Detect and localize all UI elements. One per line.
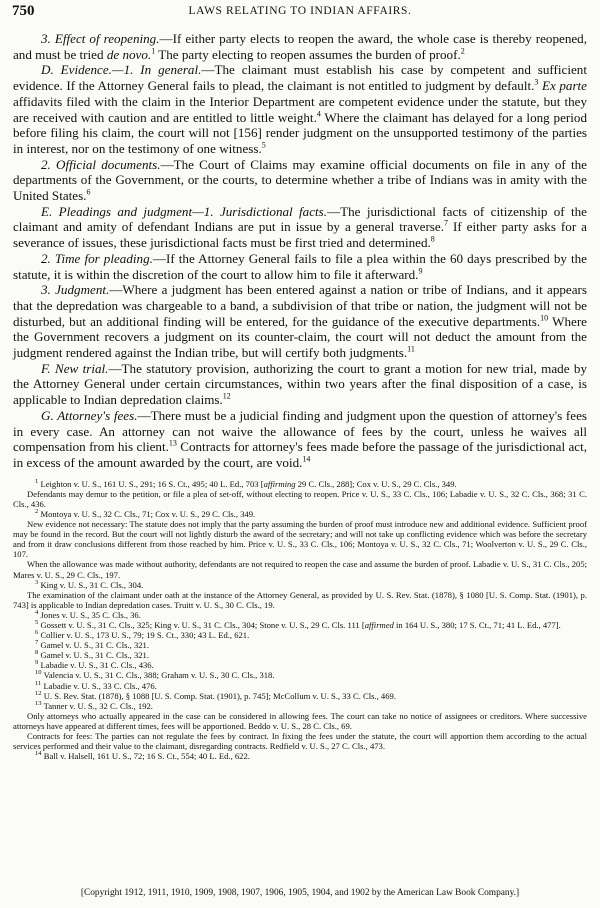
paragraph-judgment: 3. Judgment.—Where a judgment has been entered against a nation or tribe of Indians, and it appears that the depredation was chargeable to a band, a subdivision of that tribe or nation, the judgment will not be disturbed, but an additional finding will be entered, for the guidance of the executive departments.$^{10}$ Where the Government recovers a judgment on its counter-claim, the court will not deduct the amount from the judgment rendered against the Indian tribe, but will certify both judgments.$^{11}$ <box>13 282 587 361</box>
footnote: $^2$ Montoya v. U. S., 32 C. Cls., 71; Cox v. U. S., 29 C. Cls., 349. <box>35 508 256 519</box>
footnotes <box>13 479 587 762</box>
paragraph-new-trial: F. New trial.—The statutory provision, authorizing the court to grant a motion for new trial, made by the Attorney General under certain circumstances, within two years after the final disposition of a case, is applicable to Indian depredation claims.$^{12}$ <box>13 360 587 408</box>
paragraph-effect-of-reopening: 3. Effect of reopening.—If either party elects to reopen the award, the whole case is thereby reopened, and must be tried de novo.$^1$ The party electing to reopen assumes the burden of proof.$^2$ <box>13 31 587 62</box>
paragraph-official-documents: 2. Official documents.—The Court of Claims may examine official documents on file in any of the departments of the Government, or the courts, to determine whether a tribe of Indians was in amity with the United States.$^6$ <box>13 156 587 204</box>
paragraph-pleadings-and-judgment: E. Pleadings and judgment—1. Jurisdictional facts.—The jurisdictional facts of citizenship of the claimant and amity of defendant Indians are put in issue by a general traverse.$^7$ If either party asks for a severance of issues, these jurisdictional facts must be first tried and determined.$^8$ <box>13 203 587 251</box>
footnote-ref: 6 <box>86 187 91 197</box>
footnote: $^5$ Gossett v. U. S., 31 C. Cls., 325; King v. U. S., 31 C. Cls., 304; Stone v. U. S., 29 C. Cls. 111 [affirmed in 164 U. S., 380; 17 S. Ct., 71; 41 L. Ed., 477]. <box>35 619 561 630</box>
running-title: LAWS RELATING TO INDIAN AFFAIRS. <box>188 5 412 17</box>
footnote-ref: 10 <box>540 313 549 323</box>
footnote-note: Only attorneys who actually appeared in the case can be considered in allowing fees. The court can take no notice of assignees or creditors. Where successive attorneys have appeared at different times, fees will be apportioned. Beddo v. U. S., 28 C. Cls., 69. <box>13 710 587 731</box>
footnote: $^{11}$ Labadie v. U. S., 33 C. Cls., 476. <box>35 679 157 691</box>
footnote: $^{13}$ Tanner v. U. S., 32 C. Cls., 192. <box>35 699 153 711</box>
page-header <box>13 3 587 21</box>
page-number: 750 <box>12 3 35 19</box>
footnote: $^9$ Labadie v. U. S., 31 C. Cls., 436. <box>35 659 154 671</box>
footnote: $^4$ Jones v. U. S., 35 C. Cls., 36. <box>35 609 141 620</box>
footnote-ref: 11 <box>407 344 415 354</box>
paragraph-attorneys-fees: G. Attorney's fees.—There must be a judicial finding and judgment upon the question of attorney's fees in every case. An attorney can not waive the allowance of fees by the court, unless he waives all compensation from his client.$^{13}$ Contracts for attorney's fees made before the passage of the jurisdictional act, in excess of the amount awarded by the court, are void.$^{14}$ <box>13 407 587 470</box>
footnote: $^{10}$ Valencia v. U. S., 31 C. Cls., 388; Graham v. U. S., 30 C. Cls., 318. <box>35 669 275 681</box>
footnote-ref: 7 <box>443 219 448 229</box>
footnote-ref: 13 <box>168 438 177 448</box>
footnote-ref: 3 <box>534 77 539 87</box>
footnote-ref: 9 <box>418 266 423 276</box>
footnote: $^6$ Collier v. U. S., 173 U. S., 79; 19 S. Ct., 330; 43 L. Ed., 621. <box>35 629 250 641</box>
footnote: $^{12}$ U. S. Rev. Stat. (1878), § 1088 [U. S. Comp. Stat. (1901), p. 745]; McCollum v. U. S., 33 C. Cls., 469. <box>35 689 396 701</box>
footnote: $^8$ Gamel v. U. S., 31 C. Cls., 321. <box>35 649 149 661</box>
footnote-ref: 1 <box>151 46 156 56</box>
footnote-ref: 14 <box>302 454 311 464</box>
copyright-notice: [Copyright 1912, 1911, 1910, 1909, 1908, 1907, 1906, 1905, 1904, and 1902 by the American Law Book Company.] <box>80 888 520 898</box>
footnote-ref: 5 <box>261 140 266 150</box>
footnote-note: New evidence not necessary: The statute does not imply that the party assuming the burden of proof must introduce new and additional evidence. Sufficient proof may be found in the record. But the court will not lightly disturb the award of the secretary; and will not take up conflicting evidence which was before the secretary and from it draw conclusions different from those reached by him. Price v. U. S., 33 C. Cls., 106; Montoya v. U. S., 32 C. Cls., 71; Woolverton v. U. S., 29 C. Cls., 107. <box>13 519 587 560</box>
footnote: $^1$ Leighton v. U. S., 161 U. S., 291; 16 S. Ct., 495; 40 L. Ed., 703 [affirming 29 C. Cls., 288]; Cox v. U. S., 29 C. Cls., 349. <box>35 477 457 489</box>
footnote: $^3$ King v. U. S., 31 C. Cls., 304. <box>35 578 144 590</box>
paragraph-time-for-pleading: 2. Time for pleading.—If the Attorney General fails to file a plea within the 60 days prescribed by the statute, it is within the discretion of the court to allow him to file it afterward.$^9$ <box>13 250 587 282</box>
footnote: $^7$ Gamel v. U. S., 31 C. Cls., 321. <box>35 639 149 651</box>
body-text <box>13 31 587 471</box>
footnote-ref: 8 <box>430 234 435 244</box>
footnote-note: When the allowance was made without authority, defendants are not required to reopen the case and assume the burden of proof. Labadie v. U. S., 31 C. Cls., 205; Mares v. U. S., 29 C. Cls., 197. <box>13 559 587 580</box>
footnote-note: The examination of the claimant under oath at the instance of the Attorney General, as provided by U. S. Rev. Stat. (1878), § 1080 [U. S. Comp. Stat. (1901), p. 743] is applicable to Indian depredation cases. Truitt v. U. S., 30 C. Cls., 19. <box>13 589 587 610</box>
footnote-note: Defendants may demur to the petition, or file a plea of set-off, without electing to reopen. Price v. U. S., 33 C. Cls., 106; Labadie v. U. S., 32 C. Cls., 368; 31 C. Cls., 436. <box>13 488 587 509</box>
footnote-ref: 2 <box>460 46 465 56</box>
footnote-ref: 12 <box>222 391 231 401</box>
footnote: $^{14}$ Ball v. Halsell, 161 U. S., 72; 16 S. Ct., 554; 40 L. Ed., 622. <box>35 750 250 762</box>
footnote-note: Contracts for fees: The parties can not regulate the fees by contract. In fixing the fees under the statute, the court will apportion them according to the actual services performed and their value to the claimant, disregarding contracts. Redfield v. U. S., 27 C. Cls., 473. <box>13 731 587 752</box>
paragraph-evidence: D. Evidence.—1. In general.—The claimant must establish his case by competent and sufficient evidence. If the Attorney General fails to plead, the claimant is not entitled to judgment by default.$^3$ Ex parte affidavits filed with the claim in the Interior Department are competent evidence under the statute, but they are received with caution and are entitled to little weight.$^4$ Where the claimant has delayed for a long period before filing his claim, the court will not [156] render judgment on the unsupported testimony of the parties in interest, nor on the testimony of one witness.$^5$ <box>13 62 587 156</box>
footnote-ref: 4 <box>316 109 321 119</box>
